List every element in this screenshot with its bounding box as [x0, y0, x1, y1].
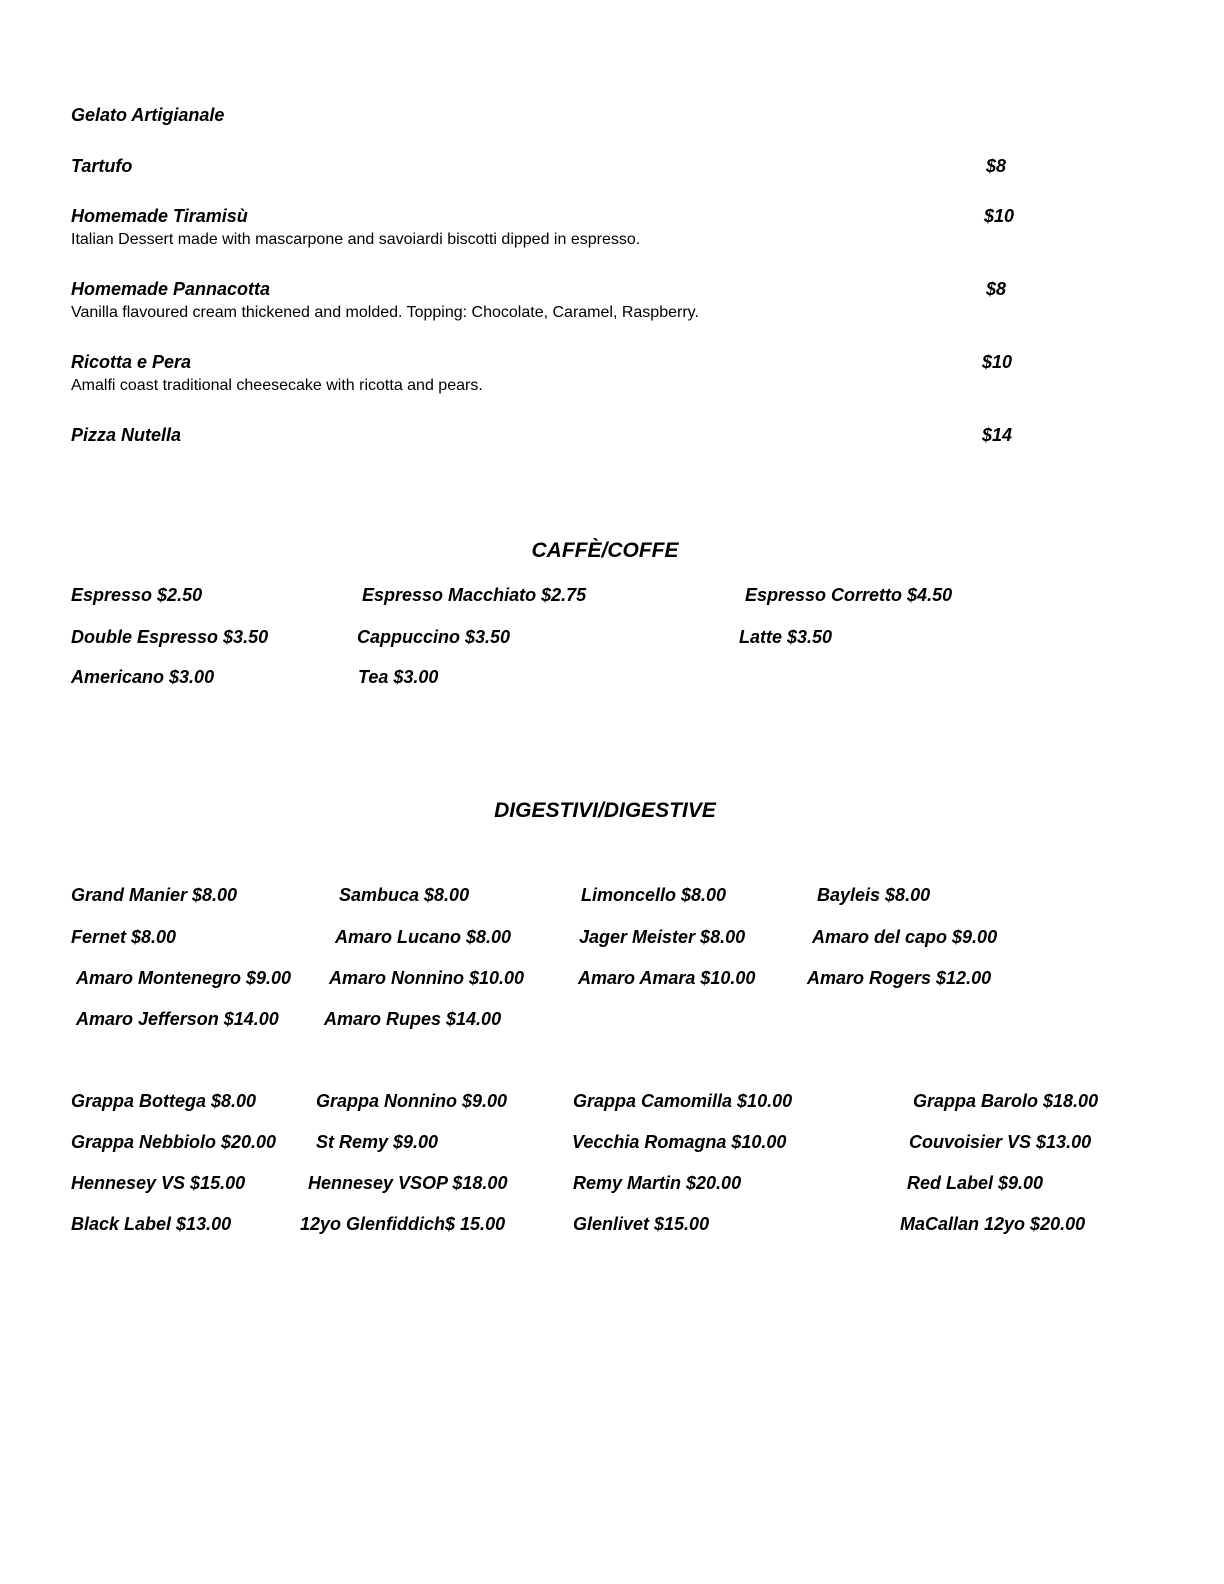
- dessert-price: $8: [986, 279, 1007, 299]
- digestive-item: Grappa Nonnino $9.00: [316, 1091, 508, 1111]
- digestive-heading: DIGESTIVI/DIGESTIVE: [494, 799, 716, 822]
- digestive-item: Amaro Lucano $8.00: [335, 927, 512, 947]
- dessert-description: Italian Dessert made with mascarpone and savoiardi biscotti dipped in espresso.: [71, 231, 641, 248]
- digestive-item: Fernet $8.00: [71, 927, 177, 947]
- digestive-item: Black Label $13.00: [71, 1214, 232, 1234]
- dessert-price: $10: [982, 352, 1013, 372]
- coffee-item: Double Espresso $3.50: [71, 627, 269, 647]
- digestive-item: Remy Martin $20.00: [573, 1173, 742, 1193]
- digestive-item: Amaro Montenegro $9.00: [76, 968, 292, 988]
- digestive-item: Hennesey VSOP $18.00: [308, 1173, 508, 1193]
- dessert-name: Ricotta e Pera: [71, 352, 192, 372]
- digestive-item: Amaro Amara $10.00: [578, 968, 756, 988]
- digestive-item: Vecchia Romagna $10.00: [572, 1132, 787, 1152]
- digestive-item: Amaro del capo $9.00: [812, 927, 998, 947]
- dessert-description: Vanilla flavoured cream thickened and molded. Topping: Chocolate, Caramel, Raspberry.: [71, 304, 699, 321]
- digestive-item: Sambuca $8.00: [339, 885, 470, 905]
- digestive-item: Couvoisier VS $13.00: [909, 1132, 1092, 1152]
- coffee-item: Cappuccino $3.50: [357, 627, 511, 647]
- dessert-price: $8: [986, 156, 1007, 176]
- digestive-item: Glenlivet $15.00: [573, 1214, 710, 1234]
- digestive-item: Hennesey VS $15.00: [71, 1173, 246, 1193]
- digestive-item: Amaro Jefferson $14.00: [76, 1009, 279, 1029]
- digestive-item: Grappa Nebbiolo $20.00: [71, 1132, 277, 1152]
- digestive-item: Amaro Rogers $12.00: [807, 968, 992, 988]
- digestive-item: Jager Meister $8.00: [579, 927, 746, 947]
- digestive-item: Bayleis $8.00: [817, 885, 931, 905]
- digestive-item: Grappa Bottega $8.00: [71, 1091, 257, 1111]
- dessert-price: $10: [984, 206, 1015, 226]
- digestive-item: 12yo Glenfiddich$ 15.00: [300, 1214, 506, 1234]
- coffee-item: Espresso $2.50: [71, 585, 203, 605]
- digestive-item: Amaro Nonnino $10.00: [329, 968, 525, 988]
- digestive-item: St Remy $9.00: [316, 1132, 439, 1152]
- coffee-heading: CAFFÈ/COFFE: [531, 539, 679, 562]
- digestive-item: Limoncello $8.00: [581, 885, 727, 905]
- coffee-item: Americano $3.00: [71, 667, 215, 687]
- dessert-name: Gelato Artigianale: [71, 105, 225, 125]
- dessert-price: $14: [982, 425, 1013, 445]
- digestive-item: Grand Manier $8.00: [71, 885, 238, 905]
- coffee-item: Latte $3.50: [739, 627, 833, 647]
- dessert-name: Homemade Tiramisù: [71, 206, 248, 226]
- dessert-description: Amalfi coast traditional cheesecake with ricotta and pears.: [71, 377, 483, 394]
- coffee-item: Espresso Corretto $4.50: [745, 585, 953, 605]
- digestive-item: Grappa Barolo $18.00: [913, 1091, 1099, 1111]
- dessert-name: Tartufo: [71, 156, 133, 176]
- dessert-name: Homemade Pannacotta: [71, 279, 271, 299]
- coffee-item: Tea $3.00: [358, 667, 439, 687]
- digestive-item: Grappa Camomilla $10.00: [573, 1091, 793, 1111]
- digestive-item: Red Label $9.00: [907, 1173, 1044, 1193]
- digestive-item: Amaro Rupes $14.00: [324, 1009, 502, 1029]
- dessert-name: Pizza Nutella: [71, 425, 182, 445]
- coffee-item: Espresso Macchiato $2.75: [362, 585, 587, 605]
- digestive-item: MaCallan 12yo $20.00: [900, 1214, 1086, 1234]
